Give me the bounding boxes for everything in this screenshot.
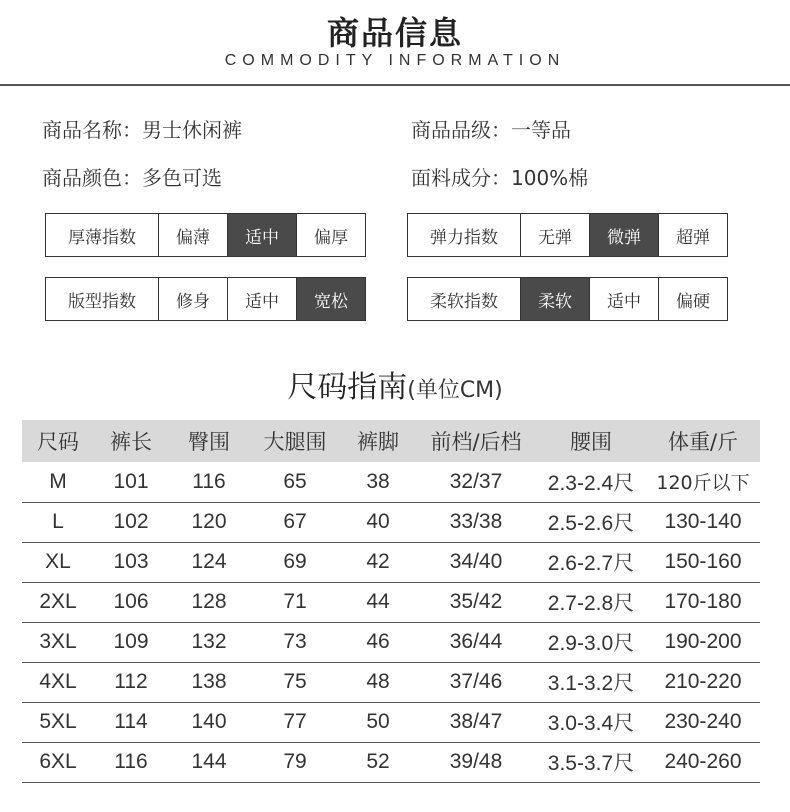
index-option-selected: 柔软 <box>520 278 589 320</box>
product-color: 商品颜色：多色可选 <box>42 166 222 190</box>
table-cell: 6XL <box>22 742 94 782</box>
index-option: 偏硬 <box>658 278 727 320</box>
size-table-body <box>22 462 760 782</box>
table-cell: 3.0-3.4尺 <box>536 702 646 742</box>
index-option-selected: 微弹 <box>589 214 658 256</box>
table-cell: 67 <box>250 502 340 542</box>
index-table-thickness <box>45 213 366 257</box>
index-table-softness <box>407 277 728 321</box>
table-cell: 3XL <box>22 622 94 662</box>
table-cell: 2.7-2.8尺 <box>536 582 646 622</box>
index-table-fit <box>45 277 366 321</box>
table-cell: 35/42 <box>416 582 536 622</box>
index-option: 适中 <box>227 278 296 320</box>
table-cell: 77 <box>250 702 340 742</box>
table-cell: 144 <box>168 742 250 782</box>
table-cell: 109 <box>94 622 168 662</box>
table-cell: 36/44 <box>416 622 536 662</box>
table-cell: 230-240 <box>646 702 760 742</box>
column-header: 裤脚 <box>340 420 416 462</box>
table-cell: 170-180 <box>646 582 760 622</box>
table-cell: 128 <box>168 582 250 622</box>
table-cell: 44 <box>340 582 416 622</box>
index-option: 修身 <box>158 278 227 320</box>
index-table-elasticity <box>407 213 728 257</box>
table-cell: 40 <box>340 502 416 542</box>
product-name: 商品名称：男士休闲裤 <box>42 118 242 142</box>
table-cell: 112 <box>94 662 168 702</box>
column-header: 前档/后档 <box>416 420 536 462</box>
table-cell: 3.5-3.7尺 <box>536 742 646 782</box>
size-guide-heading: 尺码指南 <box>287 370 408 405</box>
table-cell: 150-160 <box>646 542 760 582</box>
index-option: 适中 <box>589 278 658 320</box>
index-label: 厚薄指数 <box>68 227 136 248</box>
table-cell: 33/38 <box>416 502 536 542</box>
table-cell: 73 <box>250 622 340 662</box>
size-guide-title <box>0 362 790 406</box>
table-cell: 138 <box>168 662 250 702</box>
table-cell: 130-140 <box>646 502 760 542</box>
table-cell: 102 <box>94 502 168 542</box>
table-cell: 2.3-2.4尺 <box>536 462 646 502</box>
table-cell: 71 <box>250 582 340 622</box>
table-cell: 3.1-3.2尺 <box>536 662 646 702</box>
table-cell: 50 <box>340 702 416 742</box>
table-row <box>22 702 760 742</box>
table-cell: 132 <box>168 622 250 662</box>
table-cell: 5XL <box>22 702 94 742</box>
index-option: 超弹 <box>658 214 727 256</box>
table-cell: 116 <box>94 742 168 782</box>
index-label: 弹力指数 <box>430 227 498 248</box>
table-cell: 34/40 <box>416 542 536 582</box>
table-cell: 46 <box>340 622 416 662</box>
product-fabric: 面料成分：100%棉 <box>411 166 589 190</box>
index-option-selected: 适中 <box>227 214 296 256</box>
table-cell: 106 <box>94 582 168 622</box>
table-cell: 210-220 <box>646 662 760 702</box>
table-cell: 2.6-2.7尺 <box>536 542 646 582</box>
table-cell: 240-260 <box>646 742 760 782</box>
table-cell: 2XL <box>22 582 94 622</box>
size-guide-unit: (单位CM) <box>407 378 503 403</box>
table-row <box>22 502 760 542</box>
index-label: 柔软指数 <box>430 291 498 312</box>
table-row <box>22 542 760 582</box>
table-cell: 116 <box>168 462 250 502</box>
table-cell: XL <box>22 542 94 582</box>
table-cell: L <box>22 502 94 542</box>
table-cell: M <box>22 462 94 502</box>
table-cell: 65 <box>250 462 340 502</box>
table-cell: 190-200 <box>646 622 760 662</box>
table-cell: 124 <box>168 542 250 582</box>
table-cell: 114 <box>94 702 168 742</box>
table-cell: 37/46 <box>416 662 536 702</box>
index-option: 偏薄 <box>158 214 227 256</box>
table-cell: 32/37 <box>416 462 536 502</box>
table-cell: 39/48 <box>416 742 536 782</box>
size-table-header-row <box>22 420 760 462</box>
product-grade: 商品品级：一等品 <box>411 118 571 142</box>
table-cell: 101 <box>94 462 168 502</box>
table-cell: 2.5-2.6尺 <box>536 502 646 542</box>
table-cell: 38 <box>340 462 416 502</box>
header-divider <box>0 84 790 86</box>
index-option-selected: 宽松 <box>296 278 365 320</box>
column-header: 尺码 <box>22 420 94 462</box>
table-cell: 48 <box>340 662 416 702</box>
column-header: 腰围 <box>536 420 646 462</box>
table-row <box>22 742 760 782</box>
table-cell: 38/47 <box>416 702 536 742</box>
table-cell: 103 <box>94 542 168 582</box>
column-header: 臀围 <box>168 420 250 462</box>
column-header: 体重/斤 <box>646 420 760 462</box>
table-cell: 120斤以下 <box>646 462 760 502</box>
table-cell: 4XL <box>22 662 94 702</box>
table-row <box>22 662 760 702</box>
table-row <box>22 462 760 502</box>
index-option: 无弹 <box>520 214 589 256</box>
table-cell: 120 <box>168 502 250 542</box>
table-cell: 75 <box>250 662 340 702</box>
table-row <box>22 582 760 622</box>
table-cell: 52 <box>340 742 416 782</box>
index-label: 版型指数 <box>68 291 136 312</box>
table-row <box>22 622 760 662</box>
page-subtitle: COMMODITY INFORMATION <box>224 52 566 69</box>
table-cell: 79 <box>250 742 340 782</box>
table-cell: 42 <box>340 542 416 582</box>
table-cell: 2.9-3.0尺 <box>536 622 646 662</box>
index-option: 偏厚 <box>296 214 365 256</box>
table-cell: 69 <box>250 542 340 582</box>
column-header: 大腿围 <box>250 420 340 462</box>
page-title: 商品信息 <box>326 14 463 52</box>
table-cell: 140 <box>168 702 250 742</box>
size-table <box>22 420 760 783</box>
column-header: 裤长 <box>94 420 168 462</box>
